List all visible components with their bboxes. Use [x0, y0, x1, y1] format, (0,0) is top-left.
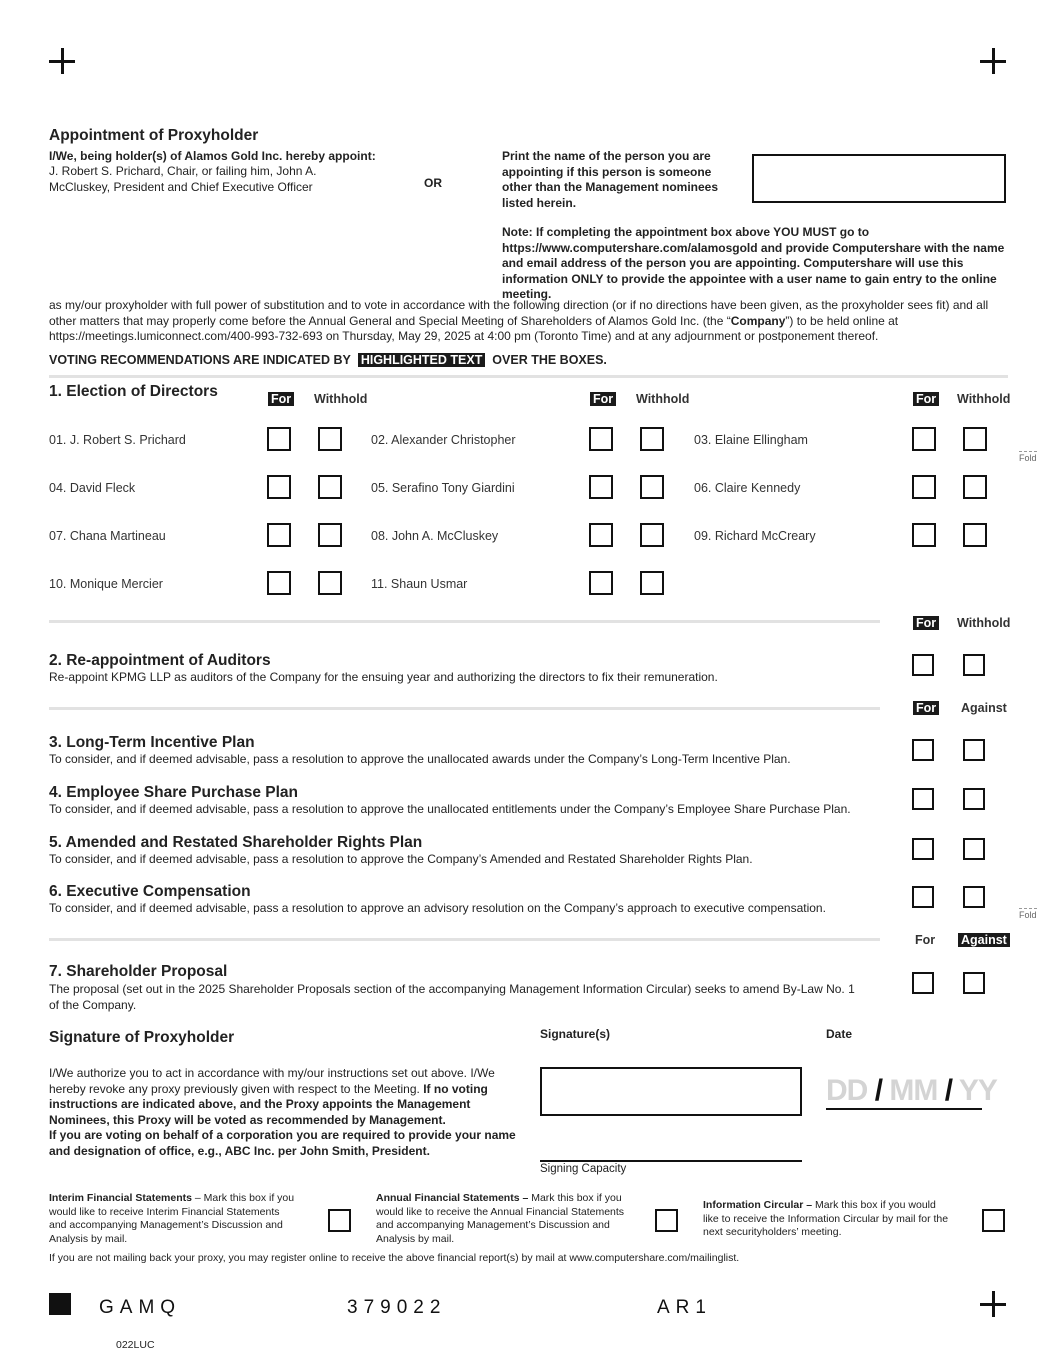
divider — [49, 620, 880, 623]
item-2-withhold-checkbox[interactable] — [963, 654, 985, 676]
interim-statements-checkbox[interactable] — [328, 1209, 351, 1232]
item-7-against-checkbox[interactable] — [963, 972, 985, 994]
item-4-desc: To consider, and if deemed advisable, pass a resolution to approve the unallocated entitlements under the Company’s Employee Share Purchase Plan. — [49, 802, 851, 816]
director-4-for-checkbox[interactable] — [267, 475, 291, 499]
item-6-title: 6. Executive Compensation — [49, 883, 251, 900]
divider — [49, 938, 880, 941]
code-gamq: GAMQ — [99, 1297, 182, 1318]
signing-capacity-line[interactable] — [540, 1160, 802, 1162]
director-name: 03. Elaine Ellingham — [694, 433, 808, 447]
voting-recommendation-note: VOTING RECOMMENDATIONS ARE INDICATED BY HIGHLIGHTED TEXT OVER THE BOXES. — [49, 353, 607, 367]
annual-statements-text: Annual Financial Statements – Mark this box if you would like to receive the Annual Financial Statements and accompanying Management’s Discussion and Analysis by mail. — [376, 1192, 625, 1245]
director-7-withhold-checkbox[interactable] — [318, 523, 342, 547]
fold-mark: Fold — [1019, 453, 1037, 463]
director-withhold-header: Withhold — [957, 392, 1011, 406]
against-header: Against — [961, 701, 1007, 715]
information-circular-text: Information Circular – Mark this box if you would like to receive the Information Circular by mail for the next securityholders’ meeting. — [703, 1199, 949, 1238]
or-label: OR — [424, 176, 442, 190]
director-name: 10. Monique Mercier — [49, 577, 163, 591]
registration-mark-bottom-right — [980, 1291, 1006, 1317]
director-withhold-header: Withhold — [636, 392, 690, 406]
for-header-recommended: For — [913, 616, 939, 630]
appointment-title: Appointment of Proxyholder — [49, 127, 259, 144]
director-2-withhold-checkbox[interactable] — [640, 427, 664, 451]
item-3-title: 3. Long-Term Incentive Plan — [49, 734, 255, 751]
director-9-withhold-checkbox[interactable] — [963, 523, 987, 547]
director-3-for-checkbox[interactable] — [912, 427, 936, 451]
item-3-against-checkbox[interactable] — [963, 739, 985, 761]
item-3-desc: To consider, and if deemed advisable, pass a resolution to approve the unallocated awards under the Company’s Long-Term Incentive Plan. — [49, 752, 791, 766]
director-2-for-checkbox[interactable] — [589, 427, 613, 451]
item-6-against-checkbox[interactable] — [963, 886, 985, 908]
item-4-title: 4. Employee Share Purchase Plan — [49, 784, 298, 801]
registration-square — [49, 1293, 71, 1315]
signature-title: Signature of Proxyholder — [49, 1029, 235, 1046]
appointment-note: Note: If completing the appointment box above YOU MUST go to https://www.computershare.com/alamosgold and provide Computershare with the name and email address of the person you are appointing. Computershare will use this information ONLY to provide the appointee with a user name to gain entry to the online meeting. — [502, 225, 1005, 301]
form-code: 022LUC — [116, 1339, 155, 1351]
divider — [49, 375, 1008, 378]
item-5-desc: To consider, and if deemed advisable, pass a resolution to approve the Company’s Amended and Restated Shareholder Rights Plan. — [49, 852, 753, 866]
director-9-for-checkbox[interactable] — [912, 523, 936, 547]
date-underline — [826, 1108, 982, 1110]
signature-label: Signature(s) — [540, 1027, 611, 1041]
signing-capacity-label: Signing Capacity — [540, 1163, 627, 1175]
annual-statements-checkbox[interactable] — [655, 1209, 678, 1232]
director-11-withhold-checkbox[interactable] — [640, 571, 664, 595]
fold-mark: Fold — [1019, 910, 1037, 920]
director-for-header: For — [268, 392, 294, 406]
registration-mark-top-right — [980, 48, 1006, 74]
director-8-for-checkbox[interactable] — [589, 523, 613, 547]
director-7-for-checkbox[interactable] — [267, 523, 291, 547]
director-for-header: For — [913, 392, 939, 406]
director-name: 09. Richard McCreary — [694, 529, 816, 543]
director-3-withhold-checkbox[interactable] — [963, 427, 987, 451]
director-10-withhold-checkbox[interactable] — [318, 571, 342, 595]
item-4-for-checkbox[interactable] — [912, 788, 934, 810]
item-6-for-checkbox[interactable] — [912, 886, 934, 908]
appointment-nominees: J. Robert S. Prichard, Chair, or failing him, John A. McCluskey, President and Chief Executive Officer — [49, 164, 317, 194]
interim-statements-text: Interim Financial Statements – Mark this box if you would like to receive Interim Financial Statements and accompanying Management’s Discussion and Analysis by mail. — [49, 1192, 295, 1245]
director-10-for-checkbox[interactable] — [267, 571, 291, 595]
director-name: 06. Claire Kennedy — [694, 481, 801, 495]
item-2-for-checkbox[interactable] — [912, 654, 934, 676]
against-header-recommended: Against — [958, 933, 1010, 947]
for-header: For — [915, 933, 936, 947]
item-7-for-checkbox[interactable] — [912, 972, 934, 994]
item-3-for-checkbox[interactable] — [912, 739, 934, 761]
director-name: 01. J. Robert S. Prichard — [49, 433, 186, 447]
information-circular-checkbox[interactable] — [982, 1209, 1005, 1232]
appointee-name-input[interactable] — [752, 154, 1006, 203]
item-2-title: 2. Re-appointment of Auditors — [49, 652, 271, 669]
director-name: 08. John A. McCluskey — [371, 529, 499, 543]
item-7-title: 7. Shareholder Proposal — [49, 963, 228, 980]
director-5-withhold-checkbox[interactable] — [640, 475, 664, 499]
appointment-lead: I/We, being holder(s) of Alamos Gold Inc. hereby appoint: — [49, 149, 376, 163]
item-5-title: 5. Amended and Restated Shareholder Rights Plan — [49, 834, 423, 851]
director-name: 07. Chana Martineau — [49, 529, 166, 543]
director-11-for-checkbox[interactable] — [589, 571, 613, 595]
director-6-withhold-checkbox[interactable] — [963, 475, 987, 499]
code-ar1: AR1 — [657, 1297, 712, 1318]
date-input[interactable]: DD / MM / YY — [826, 1074, 997, 1107]
date-label: Date — [826, 1027, 853, 1041]
director-name: 05. Serafino Tony Giardini — [371, 481, 515, 495]
item-5-for-checkbox[interactable] — [912, 838, 934, 860]
director-withhold-header: Withhold — [314, 392, 368, 406]
director-4-withhold-checkbox[interactable] — [318, 475, 342, 499]
item-7-desc: The proposal (set out in the 2025 Shareholder Proposals section of the accompanying Management Information Circular) seeks to amend By-Law No. 1 of the Company. — [49, 982, 855, 1012]
item-5-against-checkbox[interactable] — [963, 838, 985, 860]
directors-title: 1. Election of Directors — [49, 383, 218, 400]
signature-input[interactable] — [540, 1067, 802, 1116]
director-name: 04. David Fleck — [49, 481, 136, 495]
for-header-recommended: For — [913, 701, 939, 715]
director-1-for-checkbox[interactable] — [267, 427, 291, 451]
divider — [49, 707, 880, 710]
item-6-desc: To consider, and if deemed advisable, pass a resolution to approve an advisory resolution on the Company’s approach to executive compensation. — [49, 901, 826, 915]
proxy-text: as my/our proxyholder with full power of substitution and to vote in accordance with the following direction (or if no directions have been given, as the proxyholder sees fit) and all other matters that may properly come before the Annual General and Special Meeting of Shareholders of Alamos Gold Inc. (the “Company”) to be held online at https://meetings.lumiconnect.com/400-993-732-693 on Thursday, May 29, 2025 at 4:00 pm (Toronto Time) and at any adjournment or postponement thereof. — [49, 298, 989, 343]
director-5-for-checkbox[interactable] — [589, 475, 613, 499]
director-name: 11. Shaun Usmar — [371, 577, 468, 591]
print-name-instruction: Print the name of the person you are appointing if this person is someone other than the Management nominees listed herein. — [502, 149, 719, 210]
director-1-withhold-checkbox[interactable] — [318, 427, 342, 451]
director-name: 02. Alexander Christopher — [371, 433, 516, 447]
item-2-desc: Re-appoint KPMG LLP as auditors of the Company for the ensuing year and authorizing the directors to fix their remuneration. — [49, 670, 718, 684]
director-6-for-checkbox[interactable] — [912, 475, 936, 499]
withhold-header: Withhold — [957, 616, 1011, 630]
director-8-withhold-checkbox[interactable] — [640, 523, 664, 547]
code-number: 379022 — [347, 1297, 447, 1318]
director-for-header: For — [590, 392, 616, 406]
signature-instructions: I/We authorize you to act in accordance with my/our instructions set out above. I/We hereby revoke any proxy previously given with respect to the Meeting. If no voting instructions are indicated above, and the Proxy appoints the Management Nominees, this Proxy will be voted as recommended by Management. If you are voting on behalf of a corporation you are required to provide your name and designation of office, e.g., ABC Inc. per John Smith, President. — [49, 1066, 516, 1158]
item-4-against-checkbox[interactable] — [963, 788, 985, 810]
registration-mark-top-left — [49, 48, 75, 74]
mailing-list-note: If you are not mailing back your proxy, you may register online to receive the above financial report(s) by mail at www.computershare.com/mailinglist. — [49, 1252, 740, 1264]
